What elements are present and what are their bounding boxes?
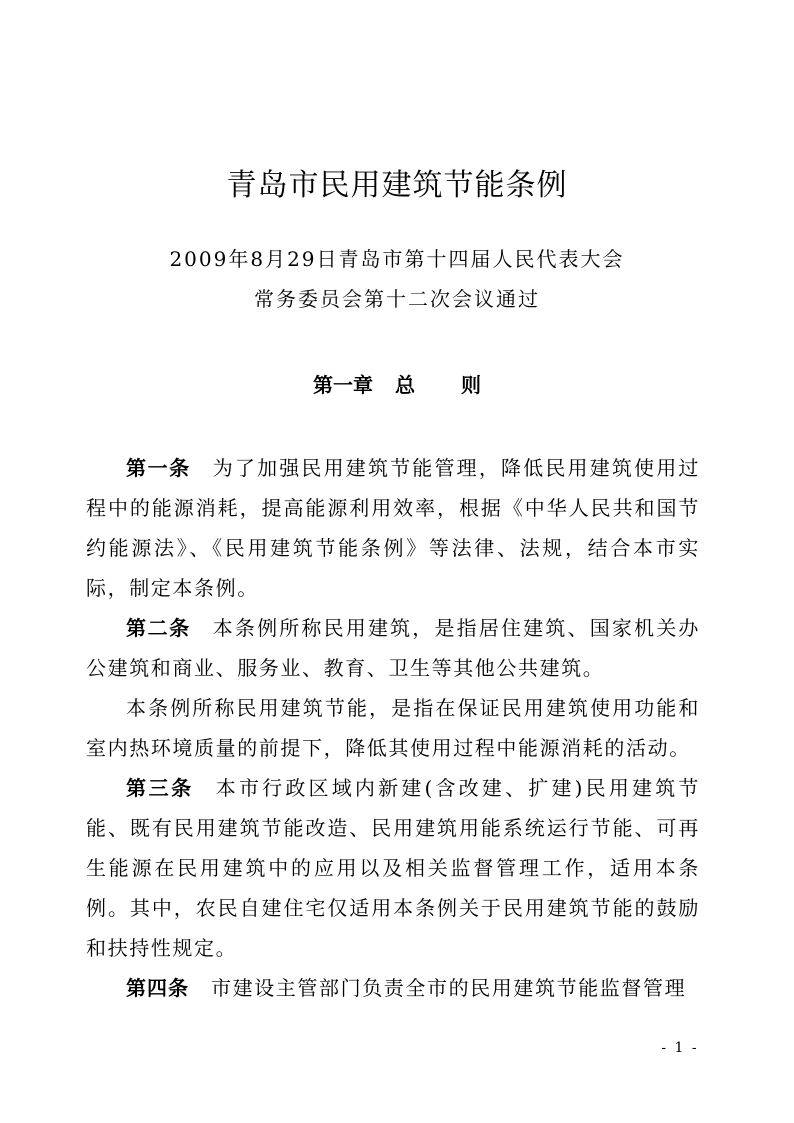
article-label: 第四条 [126, 976, 189, 1000]
article-paragraph [86, 608, 700, 688]
document-body [86, 448, 700, 1008]
chapter-number: 第一章 [313, 373, 373, 397]
article-text: 本条例所称民用建筑，是指居住建筑、国家机关办公建筑和商业、服务业、教育、卫生等其他公共建筑。 [86, 616, 701, 680]
article-paragraph [86, 688, 700, 768]
page-number: - 1 - [661, 1040, 699, 1056]
article-label: 第三条 [126, 776, 194, 800]
article-paragraph [86, 768, 700, 968]
article-text: 本市行政区域内新建(含改建、扩建)民用建筑节能、既有民用建筑节能改造、民用建筑用能系统运行节能、可再生能源在民用建筑中的应用以及相关监督管理工作，适用本条例。其中，农民自建住宅仅适用本条例关于民用建筑节能的鼓励和扶持性规定。 [86, 776, 701, 960]
article-text: 市建设主管部门负责全市的民用建筑节能监督管理 [211, 976, 687, 1000]
chapter-title-char2: 则 [461, 373, 481, 397]
article-label: 第一条 [126, 456, 191, 480]
article-paragraph [86, 968, 700, 1008]
chapter-heading [0, 368, 794, 402]
article-text: 本条例所称民用建筑节能，是指在保证民用建筑使用功能和室内热环境质量的前提下，降低其使用过程中能源消耗的活动。 [86, 696, 700, 760]
document-title: 青岛市民用建筑节能条例 [226, 168, 568, 203]
document-subtitle-line2: 常务委员会第十二次会议通过 [254, 287, 540, 311]
chapter-title-char1: 总 [395, 373, 415, 397]
document-subtitle-line1: 2009年8月29日青岛市第十四届人民代表大会 [169, 247, 625, 271]
article-text: 为了加强民用建筑节能管理，降低民用建筑使用过程中的能源消耗，提高能源利用效率，根据《中华人民共和国节约能源法》、《民用建筑节能条例》等法律、法规，结合本市实际，制定本条例。 [86, 456, 701, 600]
article-paragraph [86, 448, 700, 608]
article-label: 第二条 [126, 616, 191, 640]
